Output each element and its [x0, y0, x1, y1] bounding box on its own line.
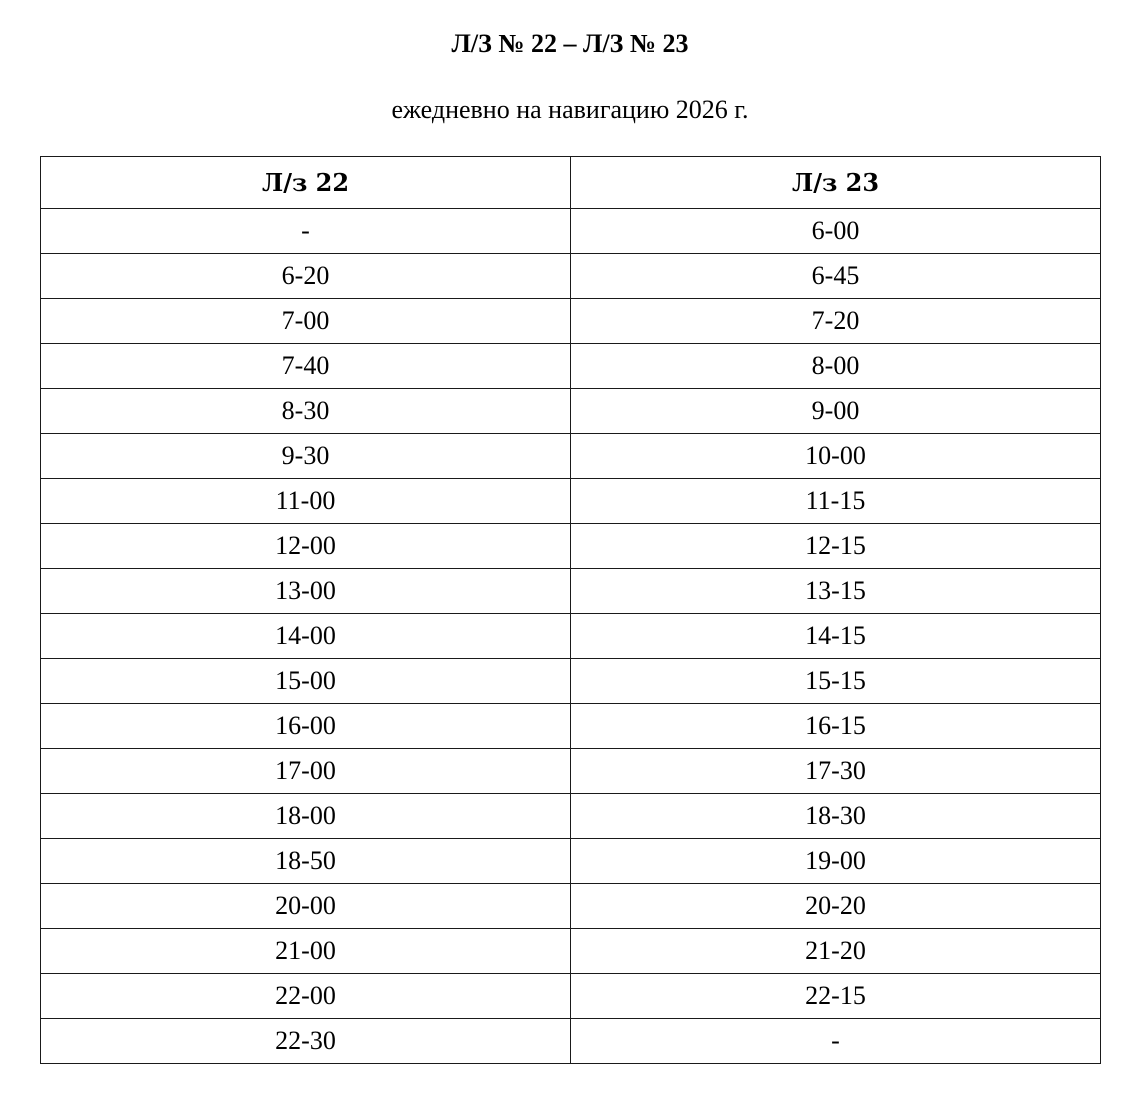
table-cell-lz22: 11-00: [41, 479, 571, 524]
table-cell-lz22: 17-00: [41, 749, 571, 794]
table-cell-lz22: 21-00: [41, 929, 571, 974]
table-cell-lz23: 20-20: [571, 884, 1101, 929]
table-cell-lz23: 11-15: [571, 479, 1101, 524]
table-cell-lz22: 18-50: [41, 839, 571, 884]
table-row: [41, 209, 1101, 254]
table-cell-lz23: 21-20: [571, 929, 1101, 974]
table-row: [41, 254, 1101, 299]
table-cell-lz22: 15-00: [41, 659, 571, 704]
table-cell-lz22: 7-40: [41, 344, 571, 389]
table-row: [41, 839, 1101, 884]
table-row: [41, 749, 1101, 794]
table-cell-lz23: 19-00: [571, 839, 1101, 884]
table-row: [41, 884, 1101, 929]
table-cell-lz23: 7-20: [571, 299, 1101, 344]
column-header-lz23: Л/з 23: [571, 157, 1101, 209]
table-cell-lz23: 8-00: [571, 344, 1101, 389]
table-cell-lz23: 9-00: [571, 389, 1101, 434]
table-cell-lz23: 16-15: [571, 704, 1101, 749]
table-cell-lz23: 13-15: [571, 569, 1101, 614]
document-title: Л/З № 22 – Л/З № 23: [451, 29, 689, 58]
table-cell-lz22: 16-00: [41, 704, 571, 749]
table-cell-lz22: 8-30: [41, 389, 571, 434]
table-cell-lz23: 12-15: [571, 524, 1101, 569]
schedule-table: [40, 156, 1101, 1064]
document-subtitle: ежедневно на навигацию 2026 г.: [391, 95, 749, 124]
table-row: [41, 434, 1101, 479]
table-row: [41, 569, 1101, 614]
table-row: [41, 974, 1101, 1019]
table-cell-lz22: 20-00: [41, 884, 571, 929]
table-header-row: [41, 157, 1101, 209]
table-cell-lz23: 17-30: [571, 749, 1101, 794]
table-row: [41, 389, 1101, 434]
table-cell-lz22: 7-00: [41, 299, 571, 344]
column-header-lz22: Л/з 22: [41, 157, 571, 209]
table-row: [41, 794, 1101, 839]
table-row: [41, 659, 1101, 704]
table-cell-lz23: 22-15: [571, 974, 1101, 1019]
table-cell-lz22: 14-00: [41, 614, 571, 659]
table-cell-lz23: -: [571, 1019, 1101, 1064]
table-row: [41, 524, 1101, 569]
table-cell-lz23: 18-30: [571, 794, 1101, 839]
table-cell-lz22: 22-00: [41, 974, 571, 1019]
table-row: [41, 1019, 1101, 1064]
table-cell-lz23: 15-15: [571, 659, 1101, 704]
table-cell-lz22: -: [41, 209, 571, 254]
table-cell-lz22: 18-00: [41, 794, 571, 839]
table-cell-lz22: 13-00: [41, 569, 571, 614]
table-cell-lz23: 6-00: [571, 209, 1101, 254]
table-cell-lz22: 6-20: [41, 254, 571, 299]
table-cell-lz23: 10-00: [571, 434, 1101, 479]
table-cell-lz23: 14-15: [571, 614, 1101, 659]
table-row: [41, 614, 1101, 659]
table-row: [41, 299, 1101, 344]
table-cell-lz22: 9-30: [41, 434, 571, 479]
table-cell-lz22: 12-00: [41, 524, 571, 569]
table-cell-lz23: 6-45: [571, 254, 1101, 299]
table-row: [41, 344, 1101, 389]
table-row: [41, 479, 1101, 524]
table-row: [41, 929, 1101, 974]
table-cell-lz22: 22-30: [41, 1019, 571, 1064]
table-row: [41, 704, 1101, 749]
